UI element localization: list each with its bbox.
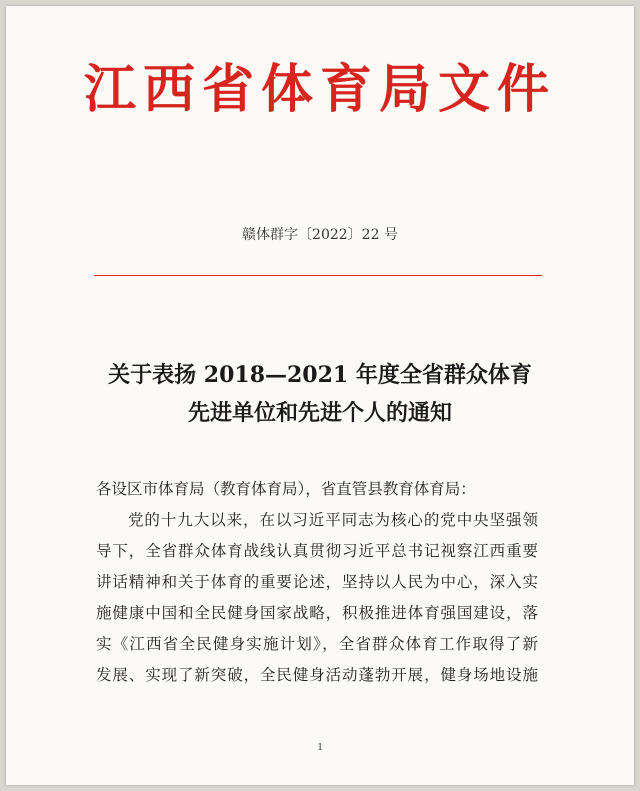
masthead-title: 江西省体育局文件 [83,59,556,120]
page-number: 1 [317,741,323,753]
document-number: 赣体群字〔2022〕22 号 [242,227,398,243]
notice-title [6,356,634,432]
paragraph-line: 讲话精神和关于体育的重要论述，坚持以人民为中心，深入实 [96,573,538,591]
notice-title-line-1: 关于表扬 2018—2021 年度全省群众体育 [108,362,532,388]
paragraph-line: 施健康中国和全民健身国家战略，积极推进体育强国建设，落 [96,604,538,622]
notice-title-line-2: 先进单位和先进个人的通知 [187,400,452,426]
red-divider [94,275,542,276]
paragraph-line: 党的十九大以来，在以习近平同志为核心的党中央坚强领 [128,511,538,529]
paragraph [96,505,538,691]
document-page [6,6,634,785]
paragraph-line: 导下，全省群众体育战线认真贯彻习近平总书记视察江西重要 [96,542,538,560]
notice-body [96,474,538,691]
salutation: 各设区市体育局（教育体育局），省直管县教育体育局： [96,480,476,498]
paragraph-line: 实《江西省全民健身实施计划》，全省群众体育工作取得了新 [96,635,538,653]
paragraph-line: 发展、实现了新突破，全民健身活动蓬勃开展，健身场地设施 [96,666,538,684]
